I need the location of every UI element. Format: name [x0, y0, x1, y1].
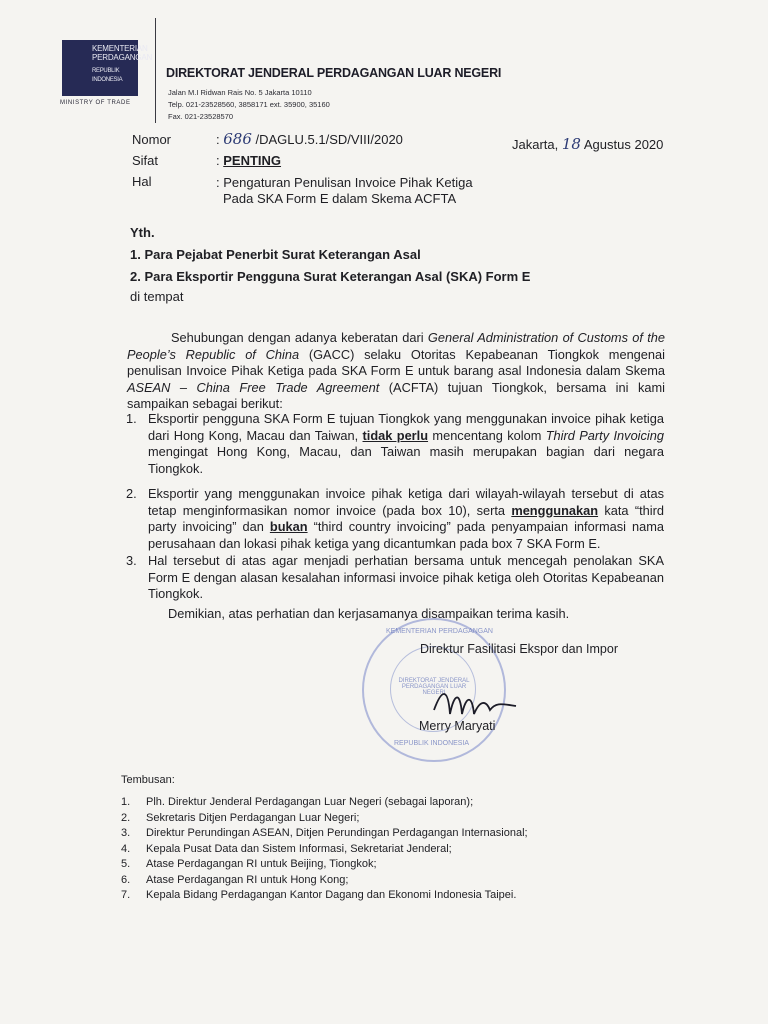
point-1-text-d: mengingat Hong Kong, Macau, dan Taiwan masih merupakan bagian dari negara Tiongkok. [148, 444, 664, 476]
point-1-emphasis: tidak perlu [362, 427, 429, 443]
intro-italic-2: ASEAN – China Free Trade Agreement [127, 379, 380, 395]
tembusan-item: Kepala Pusat Data dan Sistem Informasi, Sekretariat Jenderal; [146, 842, 452, 855]
hal-label: Hal [132, 174, 152, 189]
point-2 [148, 486, 664, 552]
sifat-text: PENTING [223, 153, 282, 168]
stamp-bottom-text: REPUBLIK INDONESIA [394, 740, 470, 747]
sifat-value: : PENTING [216, 153, 282, 168]
point-2-emphasis-2: bukan [269, 519, 308, 534]
phone: Telp. 021-23528560, 3858171 ext. 35900, 35160 [168, 100, 330, 109]
stamp-center-text: DIREKTORAT JENDERAL PERDAGANGAN LUAR NEGERI [398, 678, 470, 696]
point-1-text-a: Eksportir pengguna SKA Form E tujuan Tiongkok yang menggunakan invoice pihak ketiga dari Hong Kong, Macau dan Taiwan, [148, 411, 664, 443]
addressee-line1: 1. Para Pejabat Penerbit Surat Keterangan Asal [130, 247, 421, 262]
intro-text-3: (ACFTA) tujuan Tiongkok, bersama ini kami sampaikan sebagai berikut: [127, 379, 665, 411]
nomor-label: Nomor [132, 132, 172, 147]
point-1 [148, 411, 664, 477]
letterhead-divider [155, 18, 156, 123]
date-rest: Agustus 2020 [583, 137, 664, 152]
date-city: Jakarta, [512, 137, 559, 152]
yth: Yth. [130, 225, 155, 240]
tembusan-item: Sekretaris Ditjen Perdagangan Luar Negeri; [146, 811, 360, 824]
tembusan-item-number: 2. [121, 811, 131, 824]
signatory-name: Merry Maryati [419, 719, 496, 733]
nomor-ref: /DAGLU.5.1/SD/VIII/2020 [255, 132, 403, 147]
tembusan-item-number: 1. [121, 796, 131, 808]
point-2-text-c: kata “third party invoicing” dan [148, 502, 664, 534]
point-1-number: 1. [126, 411, 137, 426]
point-2-number: 2. [126, 486, 137, 501]
point-2-text-e: “third country invoicing” pada penyampaian informasi nama perusahaan dan lokasi pihak ketiga yang dicantumkan pada box 7 SKA Form E. [148, 519, 664, 551]
logo-caption: MINISTRY OF TRADE [60, 100, 131, 106]
address: Jalan M.I Ridwan Rais No. 5 Jakarta 10110 [168, 88, 312, 97]
stamp-top-text: KEMENTERIAN PERDAGANGAN [386, 628, 493, 635]
intro-paragraph [127, 330, 665, 413]
tembusan-label: Tembusan: [121, 774, 175, 786]
tembusan-item: Direktur Perundingan ASEAN, Ditjen Perundingan Perdagangan Internasional; [146, 827, 528, 839]
logo-line3: REPUBLIK INDONESIA [92, 68, 123, 83]
ministry-logo [62, 40, 153, 96]
org-name: DIREKTORAT JENDERAL PERDAGANGAN LUAR NEGERI [166, 66, 502, 80]
point-2-text-a: Eksportir yang menggunakan invoice pihak ketiga dari wilayah-wilayah tersebut di atas tetap menginformasikan nomor invoice (pada box 10), serta [148, 486, 664, 518]
hal-line2: Pada SKA Form E dalam Skema ACFTA [223, 191, 457, 206]
tembusan-item-number: 4. [121, 842, 131, 855]
point-3-number: 3. [126, 553, 137, 568]
closing: Demikian, atas perhatian dan kerjasamanya disampaikan terima kasih. [168, 606, 570, 621]
tembusan-item-number: 5. [121, 858, 131, 870]
point-1-text-c: mencentang kolom [428, 427, 546, 443]
tembusan-item-number: 6. [121, 873, 131, 886]
sifat-label: Sifat [132, 153, 159, 168]
tembusan-item: Plh. Direktur Jenderal Perdagangan Luar Negeri (sebagai laporan); [146, 796, 474, 808]
intro-text-2: (GACC) selaku Otoritas Kepabeanan Tiongkok mengenai penulisan Invoice Pihak Ketiga pada SKA Form E untuk barang asal Indonesia dalam Skema [127, 346, 665, 378]
tembusan-item: Kepala Bidang Perdagangan Kantor Dagang dan Ekonomi Indonesia Taipei. [146, 889, 517, 901]
tembusan-item-number: 3. [121, 827, 131, 839]
fax: Fax. 021-23528570 [168, 112, 234, 121]
nomor-value: : 686 /DAGLU.5.1/SD/VIII/2020 [216, 130, 403, 148]
intro-text-1: Sehubungan dengan adanya keberatan dari [171, 330, 428, 345]
point-1-italic: Third Party Invoicing [545, 427, 665, 443]
letter-date [512, 136, 663, 153]
point-2-emphasis-1: menggunakan [511, 502, 599, 518]
hal-line1: : Pengaturan Penulisan Invoice Pihak Ketiga [216, 175, 473, 190]
tembusan-item: Atase Perdagangan RI untuk Hong Kong; [146, 873, 349, 886]
intro-italic-1: General Administration of Customs of the People’s Republic of China [127, 330, 665, 362]
date-hand: 18 [561, 135, 581, 153]
logo-line1: KEMENTERIAN [92, 44, 148, 53]
tembusan-item-number: 7. [121, 889, 131, 901]
tembusan-item: Atase Perdagangan RI untuk Beijing, Tiongkok; [146, 858, 377, 870]
nomor-hand: 686 [223, 130, 252, 148]
addressee-line2: 2. Para Eksportir Pengguna Surat Keterangan Asal (SKA) Form E [130, 269, 531, 284]
addressee-place: di tempat [130, 289, 184, 304]
signatory-title: Direktur Fasilitasi Ekspor dan Impor [420, 642, 618, 656]
logo-line2: PERDAGANGAN [92, 53, 153, 62]
point-3: Hal tersebut di atas agar menjadi perhatian bersama untuk mencegah penolakan SKA Form E dengan alasan kesalahan informasi invoice pihak ketiga oleh Otoritas Kepabeanan Tiongkok. [148, 553, 664, 601]
